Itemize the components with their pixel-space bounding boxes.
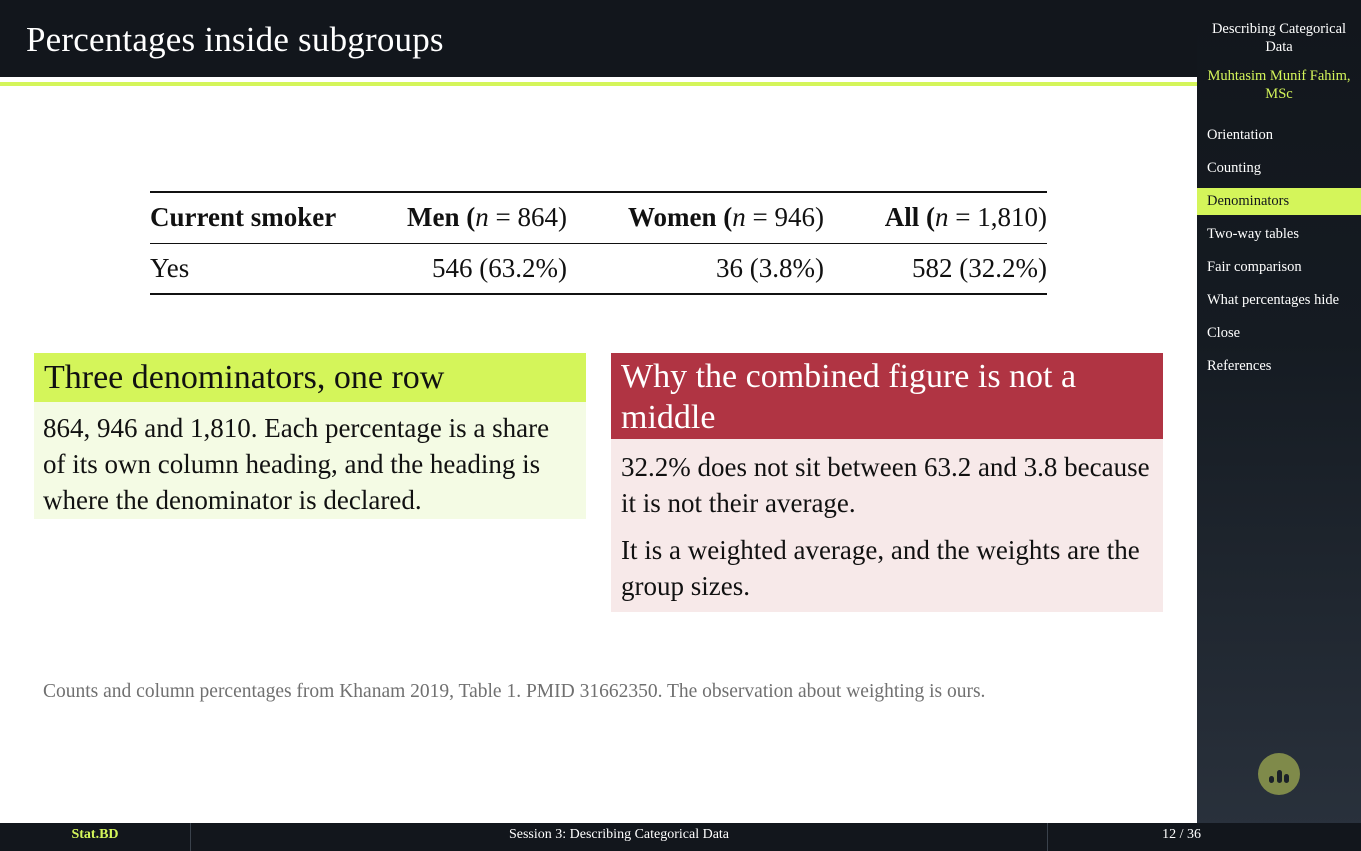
footer-session-title: Session 3: Describing Categorical Data bbox=[508, 827, 730, 842]
nav-item-fair-comparison[interactable]: Fair comparison bbox=[1207, 259, 1302, 275]
nav-item-references[interactable]: References bbox=[1207, 358, 1272, 374]
column-header: Current smoker bbox=[150, 202, 337, 233]
smoker-table bbox=[150, 191, 1047, 295]
weighted-average-box-title: Why the combined figure is not a middle bbox=[611, 353, 1163, 439]
bar-chart-logo-icon[interactable] bbox=[1258, 753, 1300, 795]
column-header: Women (n = 946) bbox=[628, 202, 824, 233]
footer-bar bbox=[0, 823, 1361, 851]
table-row bbox=[150, 243, 1047, 294]
section-nav bbox=[1197, 119, 1361, 383]
denominators-box-body: 864, 946 and 1,810. Each percentage is a share of its own column heading, and the heading is where the denominator is declared. bbox=[34, 402, 586, 519]
table-cell: 582 (32.2%) bbox=[912, 252, 1047, 283]
nav-item-orientation[interactable]: Orientation bbox=[1207, 127, 1274, 143]
nav-item-what-percentages-hide[interactable]: What percentages hide bbox=[1207, 292, 1340, 308]
page-title: Percentages inside subgroups bbox=[26, 20, 444, 59]
footer-page-number: 12 / 36 bbox=[1162, 827, 1201, 842]
deck-title: Describing Categorical Data bbox=[1211, 21, 1347, 55]
table-cell: 546 (63.2%) bbox=[432, 252, 567, 283]
denominators-box-title: Three denominators, one row bbox=[34, 353, 586, 402]
footer-brand: Stat.BD bbox=[71, 827, 119, 842]
source-footnote: Counts and column percentages from Khanam 2019, Table 1. PMID 31662350. The observation about weighting is ours. bbox=[43, 681, 986, 702]
table-cell: Yes bbox=[150, 252, 190, 283]
author-name: Muhtasim Munif Fahim, MSc bbox=[1207, 68, 1351, 102]
logo-bar-1 bbox=[1269, 776, 1274, 783]
table-cell: 36 (3.8%) bbox=[716, 252, 824, 283]
weighted-average-para-1: 32.2% does not sit between 63.2 and 3.8 because it is not their average. bbox=[621, 452, 1150, 518]
sidebar bbox=[1197, 0, 1361, 851]
title-bar bbox=[0, 0, 1197, 77]
column-header: Men (n = 864) bbox=[407, 202, 567, 233]
table-header-row bbox=[150, 192, 1047, 243]
logo-bar-2 bbox=[1277, 770, 1282, 783]
nav-item-counting[interactable]: Counting bbox=[1207, 160, 1261, 176]
nav-item-close[interactable]: Close bbox=[1207, 325, 1241, 341]
nav-item-two-way-tables[interactable]: Two-way tables bbox=[1207, 226, 1299, 242]
nav-item-denominators[interactable]: Denominators bbox=[1197, 188, 1361, 215]
logo-bar-3 bbox=[1284, 774, 1289, 783]
weighted-average-box-body bbox=[611, 439, 1163, 612]
column-header: All (n = 1,810) bbox=[884, 202, 1047, 233]
weighted-average-para-2: It is a weighted average, and the weights are the group sizes. bbox=[621, 535, 1140, 601]
title-accent-line bbox=[0, 82, 1197, 86]
